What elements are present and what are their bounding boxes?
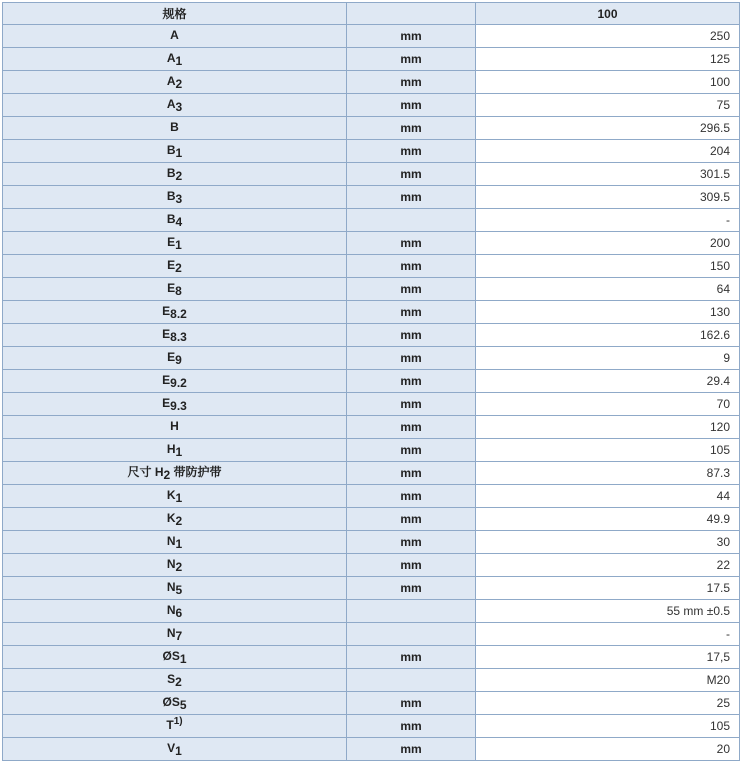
table-row <box>3 462 740 485</box>
parameter-symbol: E <box>162 304 171 318</box>
parameter-value: 150 <box>476 255 740 278</box>
table-body <box>3 25 740 761</box>
parameter-superscript: 1) <box>173 716 183 727</box>
parameter-subscript: 1 <box>175 537 183 551</box>
parameter-unit: mm <box>347 278 476 301</box>
parameter-value: 162.6 <box>476 324 740 347</box>
table-row <box>3 186 740 209</box>
parameter-symbol: H <box>170 419 179 433</box>
parameter-unit: mm <box>347 416 476 439</box>
parameter-name <box>3 416 347 439</box>
parameter-subscript: 1 <box>175 146 183 160</box>
parameter-unit: mm <box>347 462 476 485</box>
table-row <box>3 232 740 255</box>
parameter-unit: mm <box>347 370 476 393</box>
parameter-name <box>3 577 347 600</box>
table-row <box>3 508 740 531</box>
parameter-subscript: 3 <box>175 192 183 206</box>
parameter-unit <box>347 209 476 232</box>
parameter-unit: mm <box>347 692 476 715</box>
parameter-value: - <box>476 209 740 232</box>
parameter-value: 105 <box>476 715 740 738</box>
parameter-subscript: 1 <box>175 54 183 68</box>
parameter-subscript: 1 <box>175 238 182 252</box>
parameter-symbol: A <box>166 97 176 111</box>
parameter-symbol: N <box>166 534 176 548</box>
parameter-subscript: 1 <box>179 652 187 666</box>
parameter-symbol: B <box>166 189 176 203</box>
table-row <box>3 554 740 577</box>
parameter-subscript: 9.2 <box>170 376 187 390</box>
parameter-symbol: E <box>162 373 171 387</box>
parameter-name <box>3 163 347 186</box>
parameter-unit <box>347 623 476 646</box>
table-row <box>3 600 740 623</box>
parameter-unit: mm <box>347 301 476 324</box>
parameter-value: 120 <box>476 416 740 439</box>
parameter-symbol: A <box>166 51 176 65</box>
parameter-unit: mm <box>347 646 476 669</box>
parameter-value: 105 <box>476 439 740 462</box>
parameter-subscript: 4 <box>175 215 183 229</box>
parameter-value: 9 <box>476 347 740 370</box>
table-row <box>3 117 740 140</box>
parameter-value: 25 <box>476 692 740 715</box>
parameter-unit: mm <box>347 531 476 554</box>
parameter-subscript: 5 <box>175 583 183 597</box>
parameter-value: 87.3 <box>476 462 740 485</box>
parameter-unit: mm <box>347 715 476 738</box>
parameter-symbol: E <box>167 281 176 295</box>
parameter-value: 17.5 <box>476 577 740 600</box>
parameter-unit <box>347 600 476 623</box>
parameter-subscript: 1 <box>175 491 183 505</box>
parameter-symbol: S <box>167 672 176 686</box>
parameter-symbol: N <box>166 557 176 571</box>
parameter-subscript: 3 <box>175 100 183 114</box>
parameter-value: 64 <box>476 278 740 301</box>
parameter-value: 17,5 <box>476 646 740 669</box>
parameter-symbol: N <box>166 603 176 617</box>
parameter-value: 70 <box>476 393 740 416</box>
parameter-name <box>3 25 347 48</box>
table-row <box>3 692 740 715</box>
parameter-name <box>3 439 347 462</box>
parameter-value: 204 <box>476 140 740 163</box>
table-row <box>3 416 740 439</box>
table-row <box>3 439 740 462</box>
parameter-unit: mm <box>347 163 476 186</box>
parameter-name <box>3 347 347 370</box>
parameter-value: 22 <box>476 554 740 577</box>
parameter-unit: mm <box>347 577 476 600</box>
table-row <box>3 646 740 669</box>
header-value: 100 <box>476 3 740 25</box>
parameter-symbol: B <box>166 212 176 226</box>
parameter-symbol: ØS <box>162 649 180 663</box>
parameter-value: 301.5 <box>476 163 740 186</box>
parameter-name <box>3 117 347 140</box>
parameter-symbol: V <box>167 741 176 755</box>
parameter-unit: mm <box>347 71 476 94</box>
parameter-value: 55 mm ±0.5 <box>476 600 740 623</box>
parameter-symbol: H <box>154 465 164 479</box>
parameter-name <box>3 531 347 554</box>
parameter-unit: mm <box>347 186 476 209</box>
parameter-suffix: 带防护带 <box>170 465 222 479</box>
parameter-name <box>3 738 347 761</box>
parameter-name <box>3 278 347 301</box>
parameter-name <box>3 508 347 531</box>
parameter-value: 49.9 <box>476 508 740 531</box>
parameter-unit: mm <box>347 485 476 508</box>
table-row <box>3 715 740 738</box>
parameter-symbol: H <box>166 442 176 456</box>
parameter-value: 296.5 <box>476 117 740 140</box>
table-row <box>3 163 740 186</box>
table-row <box>3 531 740 554</box>
parameter-subscript: 1 <box>175 445 183 459</box>
table-row <box>3 669 740 692</box>
parameter-symbol: E <box>167 235 176 249</box>
parameter-symbol: N <box>166 626 176 640</box>
parameter-unit: mm <box>347 117 476 140</box>
table-row <box>3 577 740 600</box>
header-spec: 规格 <box>3 3 347 25</box>
parameter-subscript: 1 <box>175 744 182 758</box>
parameter-symbol: E <box>167 350 176 364</box>
parameter-unit: mm <box>347 324 476 347</box>
parameter-symbol: N <box>166 580 176 594</box>
parameter-unit: mm <box>347 25 476 48</box>
table-row <box>3 94 740 117</box>
spec-table <box>2 2 740 761</box>
table-row <box>3 623 740 646</box>
table-row <box>3 370 740 393</box>
parameter-symbol: A <box>166 74 176 88</box>
parameter-name <box>3 669 347 692</box>
parameter-name <box>3 324 347 347</box>
table-row <box>3 209 740 232</box>
parameter-name <box>3 71 347 94</box>
parameter-name <box>3 692 347 715</box>
parameter-subscript: 9.3 <box>170 399 187 413</box>
parameter-symbol: E <box>162 327 171 341</box>
parameter-unit: mm <box>347 439 476 462</box>
parameter-symbol: B <box>170 120 179 134</box>
parameter-symbol: B <box>166 166 176 180</box>
table-row <box>3 393 740 416</box>
parameter-symbol: K <box>166 511 176 525</box>
parameter-prefix: 尺寸 <box>127 465 155 479</box>
parameter-unit: mm <box>347 393 476 416</box>
parameter-unit: mm <box>347 48 476 71</box>
parameter-name <box>3 646 347 669</box>
table-row <box>3 48 740 71</box>
parameter-symbol: E <box>167 258 176 272</box>
parameter-subscript: 8.3 <box>170 330 187 344</box>
parameter-value: 30 <box>476 531 740 554</box>
parameter-value: 250 <box>476 25 740 48</box>
parameter-unit <box>347 669 476 692</box>
table-row <box>3 347 740 370</box>
parameter-name <box>3 186 347 209</box>
parameter-value: 29.4 <box>476 370 740 393</box>
parameter-name <box>3 715 347 738</box>
parameter-symbol: K <box>166 488 176 502</box>
parameter-subscript: 2 <box>175 560 183 574</box>
parameter-symbol: E <box>162 396 171 410</box>
parameter-name <box>3 140 347 163</box>
parameter-subscript: 2 <box>175 77 183 91</box>
parameter-name <box>3 301 347 324</box>
parameter-symbol: T <box>166 718 174 732</box>
table-row <box>3 738 740 761</box>
parameter-name <box>3 485 347 508</box>
parameter-value: 20 <box>476 738 740 761</box>
parameter-unit: mm <box>347 232 476 255</box>
table-row <box>3 71 740 94</box>
parameter-name <box>3 94 347 117</box>
parameter-name <box>3 393 347 416</box>
header-unit <box>347 3 476 25</box>
parameter-symbol: ØS <box>162 695 180 709</box>
parameter-subscript: 5 <box>179 698 187 712</box>
parameter-unit: mm <box>347 94 476 117</box>
parameter-subscript: 6 <box>175 606 183 620</box>
parameter-subscript: 2 <box>175 169 183 183</box>
parameter-name <box>3 48 347 71</box>
parameter-value: 75 <box>476 94 740 117</box>
parameter-subscript: 9 <box>175 353 182 367</box>
table-row <box>3 25 740 48</box>
table-row <box>3 301 740 324</box>
parameter-unit: mm <box>347 508 476 531</box>
parameter-subscript: 8 <box>175 284 182 298</box>
parameter-unit: mm <box>347 347 476 370</box>
parameter-subscript: 8.2 <box>170 307 187 321</box>
parameter-name <box>3 600 347 623</box>
parameter-name <box>3 623 347 646</box>
table-row <box>3 255 740 278</box>
parameter-value: - <box>476 623 740 646</box>
table-row <box>3 324 740 347</box>
parameter-subscript: 2 <box>175 261 182 275</box>
parameter-symbol: A <box>170 28 179 42</box>
parameter-value: 309.5 <box>476 186 740 209</box>
parameter-value: 125 <box>476 48 740 71</box>
table-row <box>3 140 740 163</box>
parameter-name <box>3 370 347 393</box>
parameter-name <box>3 255 347 278</box>
parameter-value: 130 <box>476 301 740 324</box>
parameter-value: 100 <box>476 71 740 94</box>
parameter-name <box>3 209 347 232</box>
header-row <box>3 3 740 25</box>
parameter-name <box>3 554 347 577</box>
parameter-subscript: 2 <box>175 514 183 528</box>
parameter-value: 44 <box>476 485 740 508</box>
parameter-subscript: 2 <box>175 675 182 689</box>
parameter-unit: mm <box>347 140 476 163</box>
parameter-unit: mm <box>347 738 476 761</box>
parameter-subscript: 2 <box>163 468 171 482</box>
table-row <box>3 278 740 301</box>
parameter-unit: mm <box>347 554 476 577</box>
parameter-unit: mm <box>347 255 476 278</box>
parameter-name <box>3 462 347 485</box>
parameter-name <box>3 232 347 255</box>
parameter-value: 200 <box>476 232 740 255</box>
table-row <box>3 485 740 508</box>
parameter-symbol: B <box>166 143 176 157</box>
parameter-subscript: 7 <box>175 629 183 643</box>
parameter-value: M20 <box>476 669 740 692</box>
